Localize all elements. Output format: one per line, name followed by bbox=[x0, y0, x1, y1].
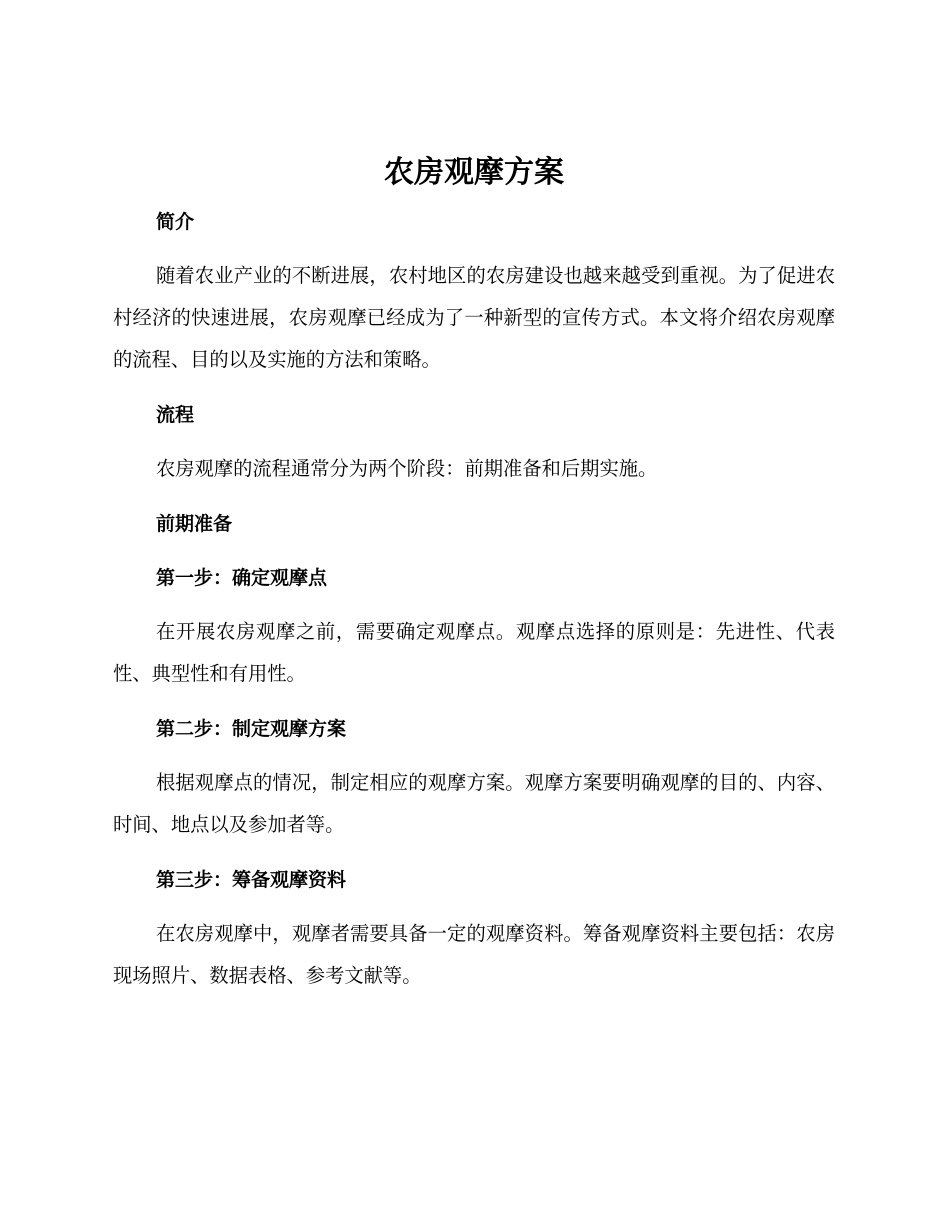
paragraph-step-2: 根据观摩点的情况，制定相应的观摩方案。观摩方案要明确观摩的目的、内容、时间、地点以及参加者等。 bbox=[113, 771, 835, 836]
step-heading-2: 第二步：制定观摩方案 bbox=[156, 718, 347, 740]
paragraph-intro: 随着农业产业的不断进展，农村地区的农房建设也越来越受到重视。为了促进农村经济的快速进展，农房观摩已经成为了一种新型的宣传方式。本文将介绍农房观摩的流程、目的以及实施的方法和策略。 bbox=[113, 264, 835, 371]
section-heading-preparation: 前期准备 bbox=[156, 513, 233, 535]
document-page bbox=[113, 150, 835, 997]
document-title: 农房观摩方案 bbox=[384, 155, 564, 190]
section-heading-intro: 简介 bbox=[156, 211, 195, 233]
section-heading-process: 流程 bbox=[156, 404, 195, 426]
step-heading-1: 第一步：确定观摩点 bbox=[156, 567, 328, 589]
paragraph-process: 农房观摩的流程通常分为两个阶段：前期准备和后期实施。 bbox=[156, 457, 658, 480]
step-heading-3: 第三步：筹备观摩资料 bbox=[156, 869, 347, 891]
paragraph-step-3: 在农房观摩中，观摩者需要具备一定的观摩资料。筹备观摩资料主要包括：农房现场照片、数据表格、参考文献等。 bbox=[113, 922, 835, 987]
paragraph-step-1: 在开展农房观摩之前，需要确定观摩点。观摩点选择的原则是：先进性、代表性、典型性和有用性。 bbox=[113, 620, 835, 685]
